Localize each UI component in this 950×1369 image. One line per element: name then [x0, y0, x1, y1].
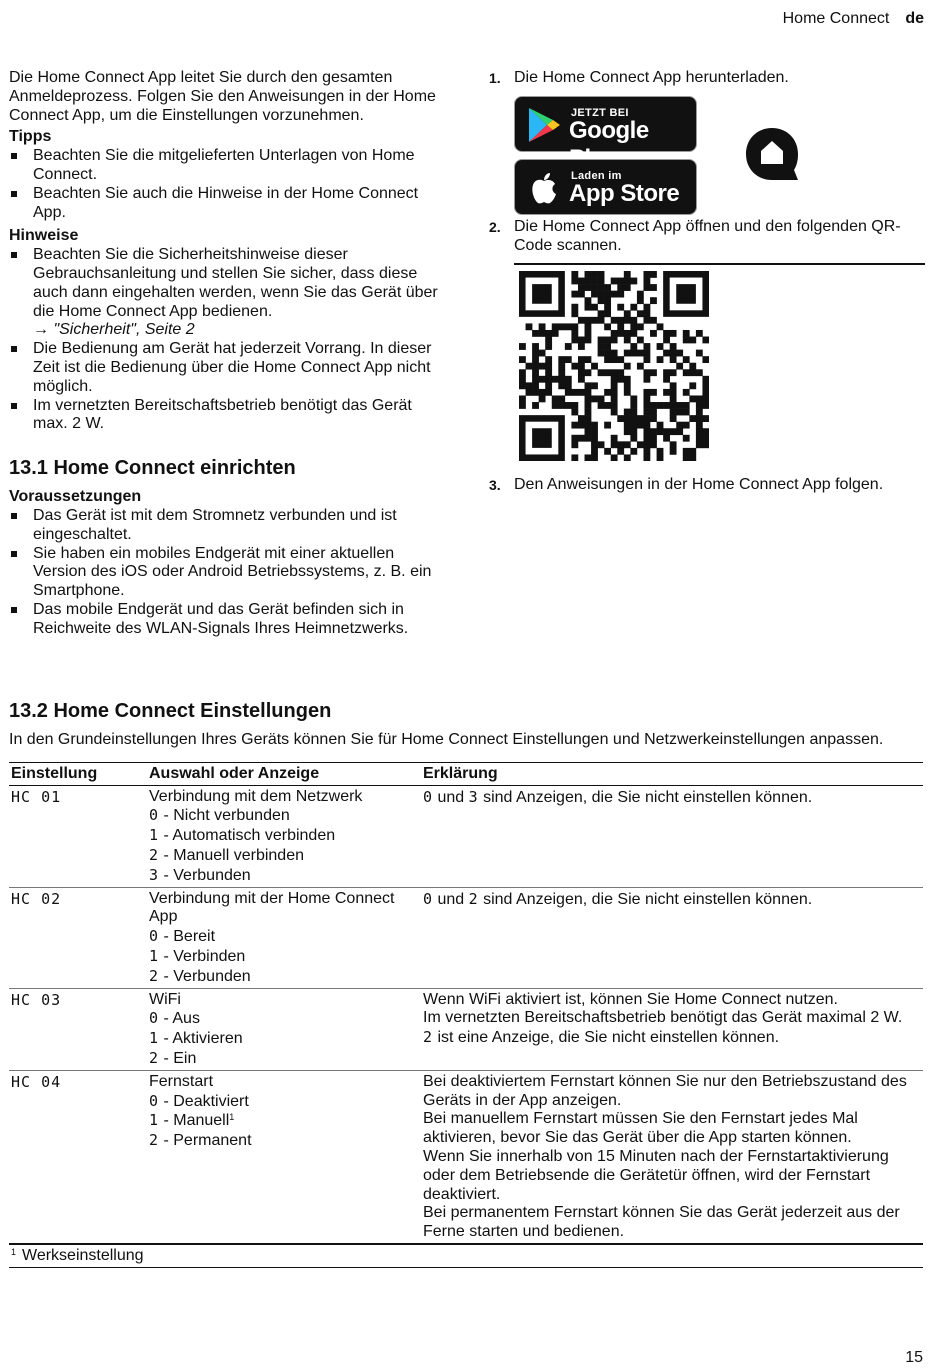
option-value: 0	[149, 806, 160, 825]
table-row	[9, 988, 923, 1070]
footnote-marker: 1	[229, 1112, 235, 1123]
header-title: Home Connect	[782, 10, 890, 27]
tips-heading: Tipps	[9, 128, 52, 146]
option-value: 0	[149, 1009, 160, 1028]
table-row	[9, 887, 923, 988]
step-item	[489, 69, 925, 88]
prerequisites-heading: Voraussetzungen	[9, 488, 142, 506]
option-line	[149, 806, 419, 826]
setting-code: HC 03	[11, 990, 62, 1009]
option-line	[149, 846, 419, 866]
note-text: Beachten Sie die Sicherheitshinweise dieser Gebrauchsanleitung und stellen Sie sicher, dass diese auch dann eingehalten werden, wenn Sie das Gerät über die Home Connect App bedienen.	[33, 246, 438, 320]
display-value: 2	[423, 1028, 434, 1047]
page-number: 15	[905, 1349, 923, 1366]
option-title: Verbindung mit der Home Connect App	[149, 889, 395, 926]
option-line	[149, 1131, 419, 1151]
option-line	[149, 1111, 419, 1131]
section-13-1-title: 13.1 Home Connect einrichten	[9, 457, 296, 480]
explanation-text: Wenn Sie innerhalb von 15 Minuten nach der Fernstartaktivierung oder dem Betriebsende die Gerätetür öffnen, wird der Fernstart deaktiviert.	[423, 1147, 889, 1203]
column-header: Auswahl oder Anzeige	[147, 762, 421, 785]
option-label: - Permanent	[159, 1132, 252, 1150]
explanation-line	[423, 1028, 921, 1048]
qr-code-icon	[519, 271, 709, 461]
option-title: Fernstart	[149, 1072, 214, 1090]
option-value: 1	[149, 1029, 160, 1048]
list-item	[9, 246, 439, 340]
footnote-marker: 1	[11, 1246, 17, 1257]
option-title: Verbindung mit dem Netzwerk	[149, 787, 363, 805]
option-value: 1	[149, 946, 160, 965]
step-text: Die Home Connect App herunterladen.	[514, 69, 789, 86]
list-item: Das Gerät ist mit dem Stromnetz verbunden und ist eingeschaltet.	[9, 507, 439, 545]
step-text: Die Home Connect App öffnen und den folgenden QR-Code scannen.	[514, 217, 901, 254]
option-line	[149, 1009, 419, 1029]
setting-code: HC 04	[11, 1072, 62, 1091]
option-label: - Aktivieren	[159, 1030, 243, 1048]
qr-code	[519, 271, 709, 461]
section-13-2	[9, 699, 923, 1268]
right-column	[489, 69, 925, 495]
section-13-2-title: 13.2 Home Connect Einstellungen	[9, 700, 332, 722]
option-label: - Deaktiviert	[159, 1092, 249, 1110]
option-line	[149, 1092, 419, 1112]
option-value: 3	[149, 865, 160, 884]
step-number: 1.	[489, 70, 501, 86]
step-item	[489, 476, 925, 495]
option-label: - Verbunden	[159, 866, 251, 884]
header-language: de	[905, 10, 924, 27]
explanation-cell	[421, 785, 923, 887]
setting-code: HC 01	[11, 787, 62, 806]
explanation-text: Im vernetzten Bereitschaftsbetrieb benötigt das Gerät maximal 2 W.	[423, 1009, 903, 1027]
google-play-big-text: Google	[569, 116, 649, 144]
app-store-big-text: App Store	[569, 179, 680, 207]
prerequisites-list	[9, 507, 439, 639]
setup-steps-final	[489, 476, 925, 495]
display-value: 0	[423, 787, 434, 806]
explanation-text: ist eine Anzeige, die Sie nicht einstellen können.	[433, 1029, 780, 1047]
step-number: 3.	[489, 477, 501, 494]
option-value: 2	[149, 845, 160, 864]
option-value: 1	[149, 1111, 160, 1130]
qr-divider	[514, 263, 925, 265]
display-value: 0	[423, 889, 434, 908]
setup-steps-cont	[489, 218, 925, 256]
step-number: 2.	[489, 218, 501, 235]
setting-code: HC 02	[11, 889, 62, 908]
option-label: - Verbinden	[159, 947, 246, 965]
list-item: Die Bedienung am Gerät hat jederzeit Vorrang. In dieser Zeit ist die Bedienung über die Home Connect App nicht möglich.	[9, 340, 439, 396]
settings-table	[9, 762, 923, 1245]
option-line	[149, 866, 419, 886]
option-value: 2	[149, 1131, 160, 1150]
option-value: 0	[149, 1091, 160, 1110]
list-item: Beachten Sie auch die Hinweise in der Home Connect App.	[9, 185, 439, 223]
list-item: Beachten Sie die mitgelieferten Unterlagen von Home Connect.	[9, 147, 439, 185]
option-line	[149, 947, 419, 967]
google-play-icon	[527, 107, 561, 143]
table-header-row	[9, 762, 923, 785]
option-line	[149, 967, 419, 987]
tips-list	[9, 147, 439, 222]
option-value: 2	[149, 1048, 160, 1067]
section-13-2-intro: In den Grundeinstellungen Ihres Geräts können Sie für Home Connect Einstellungen und Netzwerkeinstellungen anpassen.	[9, 731, 884, 748]
table-footnote	[9, 1245, 923, 1268]
list-item: Das mobile Endgerät und das Gerät befinden sich in Reichweite des WLAN-Signals Ihres Heimnetzwerks.	[9, 601, 439, 639]
option-label: - Automatisch verbinden	[159, 827, 336, 845]
cross-reference-link[interactable]: → "Sicherheit", Seite 2	[33, 321, 195, 339]
column-header: Erklärung	[421, 762, 923, 785]
google-play-small-text: JETZT BEI	[571, 106, 629, 119]
explanation-text: Wenn WiFi aktiviert ist, können Sie Home Connect nutzen.	[423, 990, 838, 1008]
option-value: 0	[149, 927, 160, 946]
notes-heading: Hinweise	[9, 227, 79, 245]
option-line	[149, 826, 419, 846]
explanation-text: und	[433, 890, 469, 908]
option-title: WiFi	[149, 990, 181, 1008]
notes-list	[9, 246, 439, 434]
option-label: - Aus	[159, 1010, 200, 1028]
table-row	[9, 1070, 923, 1244]
left-column	[9, 69, 439, 639]
setup-steps	[489, 69, 925, 88]
home-connect-app-icon	[744, 126, 800, 182]
explanation-text: Bei manuellem Fernstart müssen Sie den Fernstart jedes Mal aktivieren, bevor Sie das Gerät über die App starten können.	[423, 1110, 858, 1147]
google-play-badge[interactable]	[514, 96, 697, 152]
display-value: 3	[468, 787, 479, 806]
option-label: - Manuell verbinden	[159, 846, 304, 864]
display-value: 2	[468, 889, 479, 908]
footnote-text: Werkseinstellung	[22, 1246, 144, 1264]
app-store-small-text: Laden im	[571, 169, 622, 182]
list-item: Sie haben ein mobiles Endgerät mit einer aktuellen Version des iOS oder Android Betriebssystems, z. B. ein Smartphone.	[9, 545, 439, 601]
option-label: - Verbunden	[159, 967, 251, 985]
list-item: Im vernetzten Bereitschaftsbetrieb benötigt das Gerät max. 2 W.	[9, 397, 439, 435]
explanation-text: Bei deaktiviertem Fernstart können Sie nur den Betriebszustand des Geräts in der App anzeigen.	[423, 1072, 907, 1109]
explanation-cell	[421, 988, 923, 1070]
page-header	[783, 10, 924, 29]
step-text: Den Anweisungen in der Home Connect App folgen.	[514, 476, 884, 494]
table-row	[9, 785, 923, 887]
explanation-text: Bei permanentem Fernstart können Sie das Gerät jederzeit aus der Ferne starten und bedienen.	[423, 1204, 900, 1241]
explanation-text: und	[433, 788, 469, 806]
option-label: - Nicht verbunden	[159, 807, 290, 825]
option-label: - Bereit	[159, 928, 216, 946]
apple-icon	[527, 170, 561, 206]
option-label: - Manuell	[159, 1112, 230, 1130]
option-value: 1	[149, 826, 160, 845]
column-header: Einstellung	[9, 762, 147, 785]
option-value: 2	[149, 966, 160, 985]
step-item	[489, 218, 925, 256]
explanation-cell	[421, 887, 923, 988]
option-line	[149, 927, 419, 947]
option-line	[149, 1049, 419, 1069]
explanation-text: sind Anzeigen, die Sie nicht einstellen können.	[478, 788, 813, 806]
store-badges	[514, 96, 925, 218]
app-store-badge[interactable]	[514, 159, 697, 215]
explanation-text: sind Anzeigen, die Sie nicht einstellen können.	[478, 890, 813, 908]
explanation-cell	[421, 1070, 923, 1244]
option-line	[149, 1029, 419, 1049]
intro-paragraph: Die Home Connect App leitet Sie durch den gesamten Anmeldeprozess. Folgen Sie den Anweisungen in der Home Connect App, um die Einstellungen vorzunehmen.	[9, 69, 436, 124]
option-label: - Ein	[159, 1049, 197, 1067]
